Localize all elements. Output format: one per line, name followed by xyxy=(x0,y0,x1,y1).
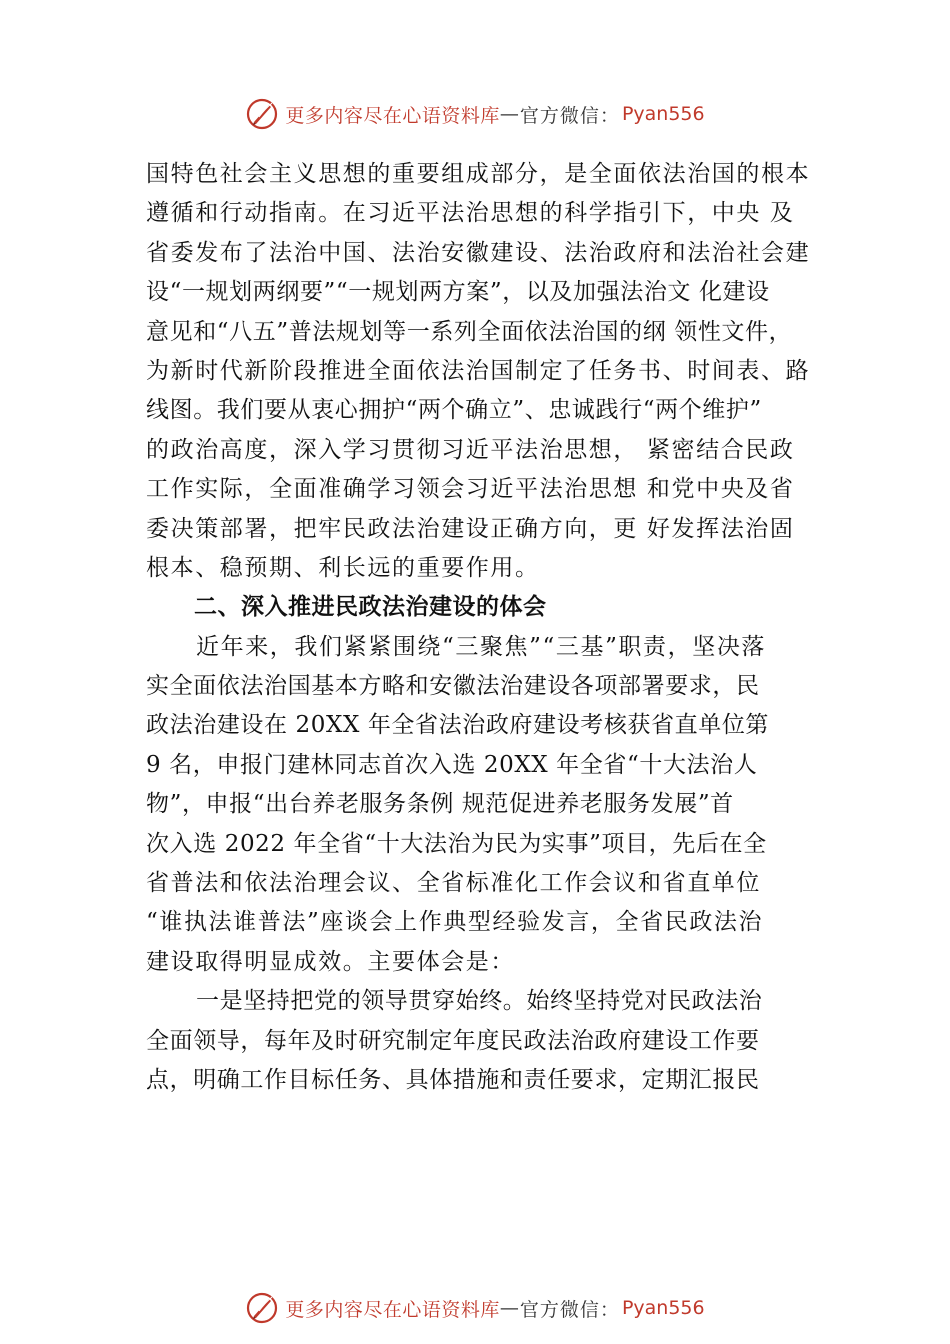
paragraph-line: 次入选 2022 年全省“十大法治为民为实事”项目，先后在全 xyxy=(146,830,767,857)
banner-wechat-label: 官方微信： xyxy=(519,1298,620,1321)
paragraph-line: 近年来，我们紧紧围绕“三聚焦”“三基”职责，坚决落 xyxy=(196,633,767,660)
paragraph-line: “谁执法谁普法”座谈会上作典型经验发言，全省民政法治 xyxy=(146,909,764,936)
banner-wechat-label: 官方微信： xyxy=(519,104,620,127)
paragraph-line: 设“一规划两纲要”“一规划两方案”，以及加强法治文 化建设 xyxy=(146,279,770,306)
paragraph-line: 省委发布了法治中国、法治安徽建设、法治政府和法治社会建 xyxy=(146,239,811,266)
banner-library-text: 更多内容尽在心语资料库 xyxy=(285,104,500,127)
paragraph-line: 省普法和依法治理会议、全省标准化工作会议和省直单位 xyxy=(146,870,761,897)
header-banner xyxy=(0,96,950,132)
paragraph-line: 遵循和行动指南。在习近平法治思想的科学指引下，中央 及 xyxy=(146,200,795,227)
paragraph-line: 国特色社会主义思想的重要组成部分，是全面依法治国的根本 xyxy=(146,161,811,187)
paragraph-line: 物”，申报“出台养老服务条例 规范促进养老服务发展”首 xyxy=(146,791,734,818)
banner-wechat-id: Pyan556 xyxy=(621,103,705,125)
paragraph-line: 实全面依法治国基本方略和安徽法治建设各项部署要求，民 xyxy=(146,673,760,700)
paragraph-line: 建设取得明显成效。主要体会是： xyxy=(146,948,515,975)
paragraph-line: 政法治建设在 20XX 年全省法治政府建设考核获省直单位第 xyxy=(146,712,770,739)
paragraph-line: 根本、稳预期、利长远的重要作用。 xyxy=(146,554,540,581)
paragraph-line: 工作实际，全面准确学习领会习近平法治思想 和党中央及省 xyxy=(146,476,795,503)
section-heading: 二、深入推进民政法治建设的体会 xyxy=(194,594,547,621)
paragraph-line: 一是坚持把党的领导贯穿始终。始终坚持党对民政法治 xyxy=(196,988,763,1015)
paragraph-line: 委决策部署，把牢民政法治建设正确方向，更 好发挥法治固 xyxy=(146,515,795,542)
paragraph-line: 的政治高度，深入学习贯彻习近平法治思想， 紧密结合民政 xyxy=(146,436,795,463)
banner-dash: — xyxy=(499,1297,520,1319)
paragraph-line: 意见和“八五”普法规划等一系列全面依法治国的纲 领性文件， xyxy=(146,318,793,345)
paragraph-line: 线图。我们要从衷心拥护“两个确立”、忠诚践行“两个维护” xyxy=(146,397,762,424)
document-body xyxy=(146,155,836,1100)
paragraph-line: 点，明确工作目标任务、具体措施和责任要求，定期汇报民 xyxy=(146,1066,760,1093)
banner-dash: — xyxy=(499,103,520,125)
quill-pen-logo-icon xyxy=(245,97,279,131)
paragraph-line: 9 名，申报门建林同志首次入选 20XX 年全省“十大法治人 xyxy=(146,751,758,778)
paragraph-line: 全面领导，每年及时研究制定年度民政法治政府建设工作要 xyxy=(146,1027,760,1054)
paragraph-line: 为新时代新阶段推进全面依法治国制定了任务书、时间表、路 xyxy=(146,357,811,384)
quill-pen-logo-icon xyxy=(245,1291,279,1325)
footer-banner xyxy=(0,1290,950,1326)
banner-wechat-id: Pyan556 xyxy=(621,1297,705,1319)
banner-library-text: 更多内容尽在心语资料库 xyxy=(285,1298,500,1321)
